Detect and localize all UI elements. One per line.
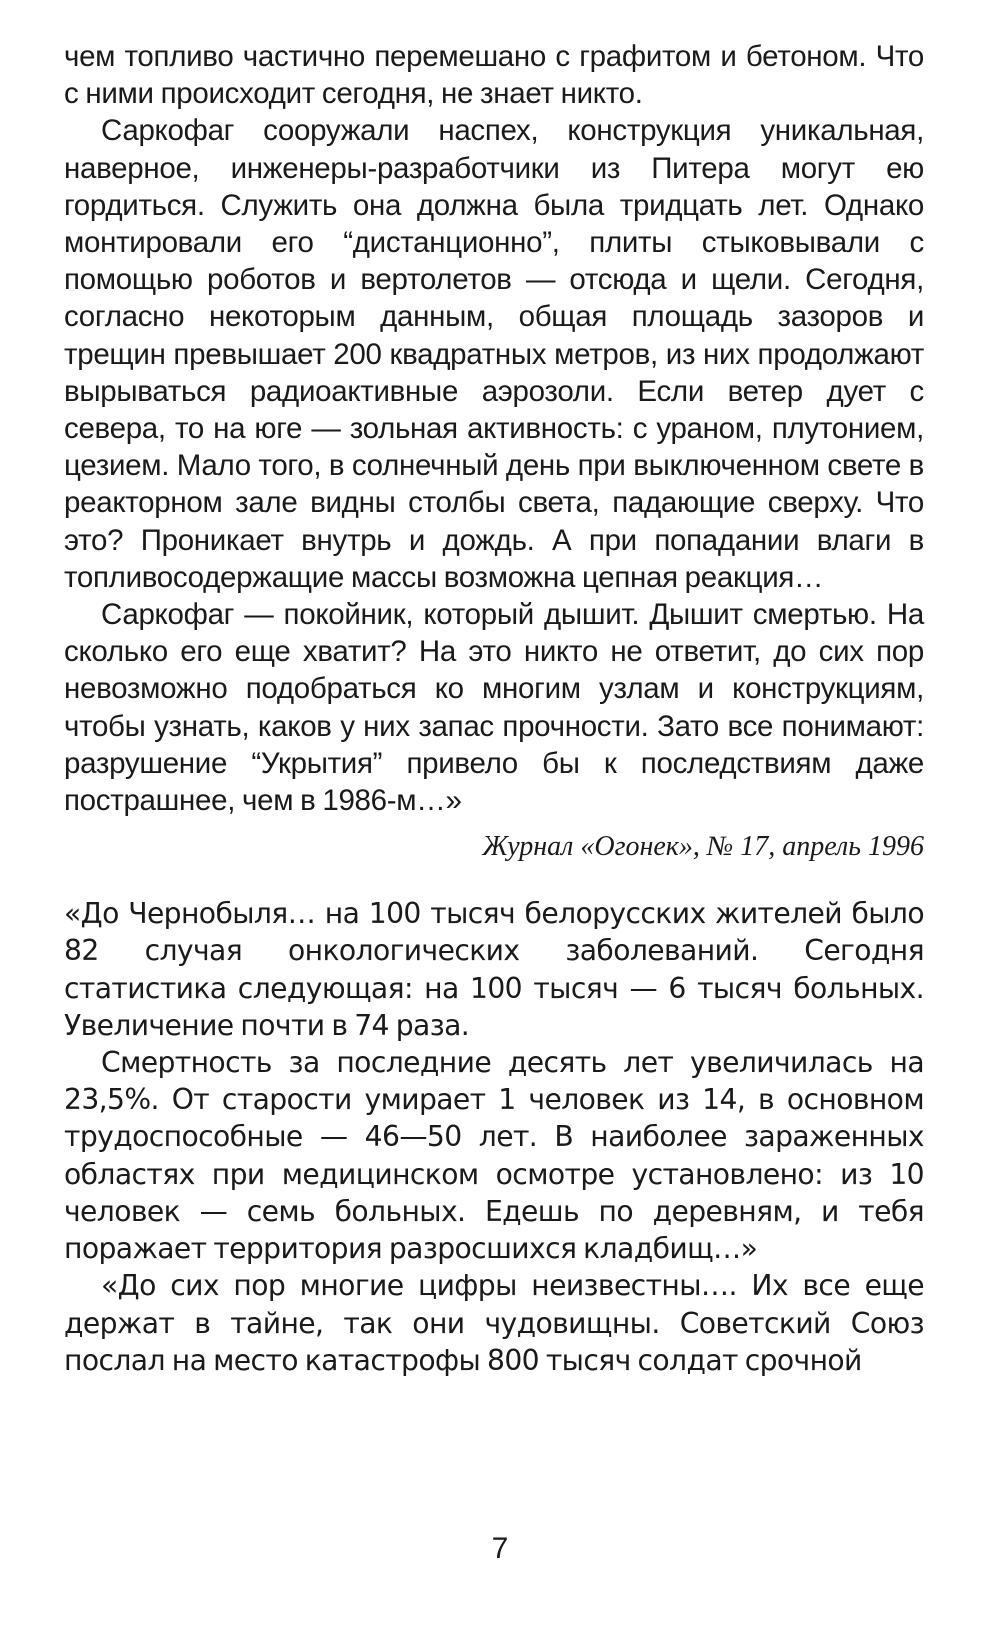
paragraph: Саркофаг — покойник, который дышит. Дышит смертью. На сколько его еще хватит? На это никто не ответит, до сих пор невозможно подобраться ко многим узлам и конструкциям, чтобы узнать, каков у них запас прочности. Зато все понимают: разрушение “Укрытия” привело бы к последствиям даже пострашнее, чем в 1986-м…» xyxy=(64,598,924,818)
paragraph: Саркофаг сооружали наспех, конструкция уникальная, наверное, инженеры-разработчики из Питера могут ею гордиться. Служить она должна была тридцать лет. Однако монтировали его “дистанционно”, плиты стыковывали с помощью роботов и вертолетов — отсюда и щели. Сегодня, согласно некоторым данным, общая площадь зазоров и трещин превышает 200 квадратных метров, из них продолжают вырываться радиоактивные аэрозоли. Если ветер дует с севера, то на юге — зольная активность: с ураном, плутонием, цезием. Мало того, в солнечный день при выключенном свете в реакторном зале видны столбы света, падающие сверху. Что это? Проникает внутрь и дождь. А при попадании влаги в топливосодержащие массы возможна цепная реакция… xyxy=(64,114,924,594)
paragraph: чем топливо частично перемешано с графитом и бетоном. Что с ними происходит сегодня, не знает никто. xyxy=(64,40,924,111)
page-number: 7 xyxy=(491,1532,509,1565)
paragraph: «До Чернобыля… на 100 тысяч белорусских жителей было 82 случая онкологических заболеваний. Сегодня статистика следующая: на 100 тысяч — 6 тысяч больных. Увеличение почти в 74 раза. xyxy=(64,897,924,1042)
section-gap xyxy=(64,865,924,895)
source-citation: Журнал «Огонек», № 17, апрель 1996 xyxy=(482,831,924,863)
paragraph: Смертность за последние десять лет увеличилась на 23,5%. От старости умирает 1 человек из 14, в основном трудоспособные — 46—50 лет. В наиболее зараженных областях при медицинском осмотре установлено: из 10 человек — семь больных. Едешь по деревням, и тебя поражает территория разросшихся кладбищ…» xyxy=(64,1046,924,1266)
paragraph: «До сих пор многие цифры неизвестны…. Их все еще держат в тайне, так они чудовищны. Советский Союз послал на место катастрофы 800 тысяч солдат срочной xyxy=(64,1269,924,1377)
page-body xyxy=(64,38,924,1379)
